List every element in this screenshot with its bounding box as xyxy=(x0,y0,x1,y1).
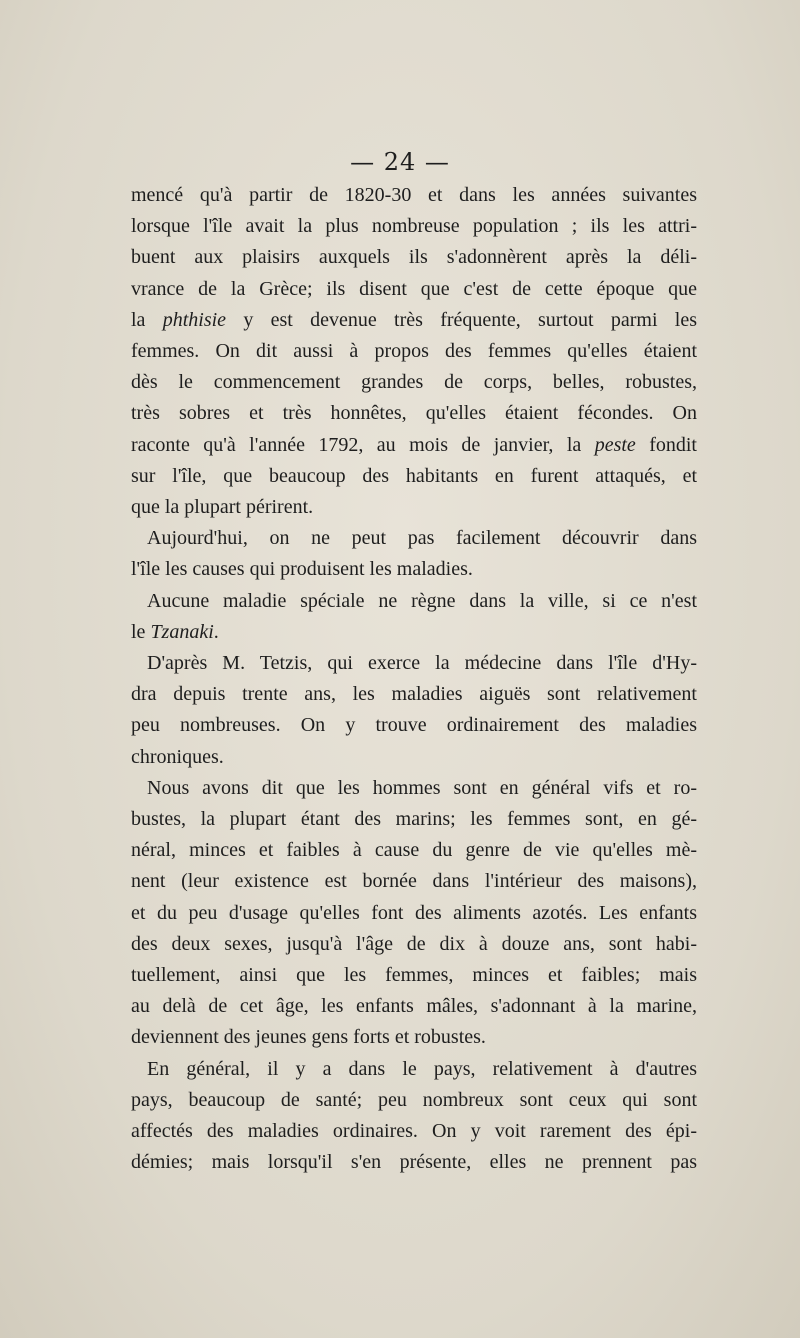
text-line: bustes, la plupart étant des marins; les femmes sont, en gé- xyxy=(131,808,697,831)
text-line: femmes. On dit aussi à propos des femmes qu'elles étaient xyxy=(131,340,697,363)
text-line: peu nombreuses. On y trouve ordinairement des maladies xyxy=(131,714,697,737)
text-segment: la xyxy=(131,308,163,331)
italic-term: Tzanaki xyxy=(150,620,214,643)
text-line: mencé qu'à partir de 1820-30 et dans les années suivantes xyxy=(131,184,697,206)
text-line: Aucune maladie spéciale ne règne dans la ville, si ce n'est xyxy=(147,589,697,612)
text-line: au delà de cet âge, les enfants mâles, s'adonnant à la marine, xyxy=(131,995,697,1018)
text-line: dra depuis trente ans, les maladies aiguës sont relativement xyxy=(131,683,697,706)
text-line: démies; mais lorsqu'il s'en présente, elles ne prennent pas xyxy=(131,1151,697,1174)
text-line: lorsque l'île avait la plus nombreuse population ; ils les attri- xyxy=(131,215,697,238)
text-line: l'île les causes qui produisent les maladies. xyxy=(131,558,473,581)
text-line: très sobres et très honnêtes, qu'elles étaient fécondes. On xyxy=(131,402,697,425)
text-line: affectés des maladies ordinaires. On y voit rarement des épi- xyxy=(131,1120,697,1143)
text-line: dès le commencement grandes de corps, belles, robustes, xyxy=(131,371,697,394)
text-line: sur l'île, que beaucoup des habitants en furent attaqués, et xyxy=(131,464,697,487)
text-line: chroniques. xyxy=(131,745,224,768)
text-line xyxy=(131,430,697,461)
text-line: D'après M. Tetzis, qui exerce la médecine dans l'île d'Hy- xyxy=(147,652,697,675)
text-line: néral, minces et faibles à cause du genre de vie qu'elles mè- xyxy=(131,839,697,862)
text-line: Aujourd'hui, on ne peut pas facilement découvrir dans xyxy=(147,527,697,550)
text-segment: . xyxy=(213,620,219,643)
text-line: pays, beaucoup de santé; peu nombreux sont ceux qui sont xyxy=(131,1088,697,1111)
text-line: des deux sexes, jusqu'à l'âge de dix à douze ans, sont habi- xyxy=(131,932,697,955)
text-segment: y est devenue très fréquente, surtout parmi les xyxy=(226,308,697,331)
text-line: nent (leur existence est bornée dans l'intérieur des maisons), xyxy=(131,870,697,893)
text-line: Nous avons dit que les hommes sont en général vifs et ro- xyxy=(147,776,697,799)
text-line: En général, il y a dans le pays, relativement à d'autres xyxy=(147,1057,697,1080)
text-line: que la plupart périrent. xyxy=(131,496,314,519)
text-segment: le xyxy=(131,620,151,643)
text-line xyxy=(131,617,697,648)
text-line xyxy=(131,305,697,336)
text-segment: raconte qu'à l'année 1792, au mois de janvier, la xyxy=(131,433,595,456)
page-body-text xyxy=(131,180,697,1179)
text-line: et du peu d'usage qu'elles font des aliments azotés. Les enfants xyxy=(131,901,697,924)
text-segment: fondit xyxy=(635,433,697,456)
text-line: buent aux plaisirs auxquels ils s'adonnèrent après la déli- xyxy=(131,246,697,269)
italic-term: phthisie xyxy=(162,308,227,331)
text-line: vrance de la Grèce; ils disent que c'est de cette époque que xyxy=(131,277,697,300)
italic-term: peste xyxy=(594,433,636,456)
text-line: deviennent des jeunes gens forts et robustes. xyxy=(131,1026,486,1049)
page-number: — 24 — xyxy=(350,148,450,176)
text-line: tuellement, ainsi que les femmes, minces et faibles; mais xyxy=(131,964,697,987)
